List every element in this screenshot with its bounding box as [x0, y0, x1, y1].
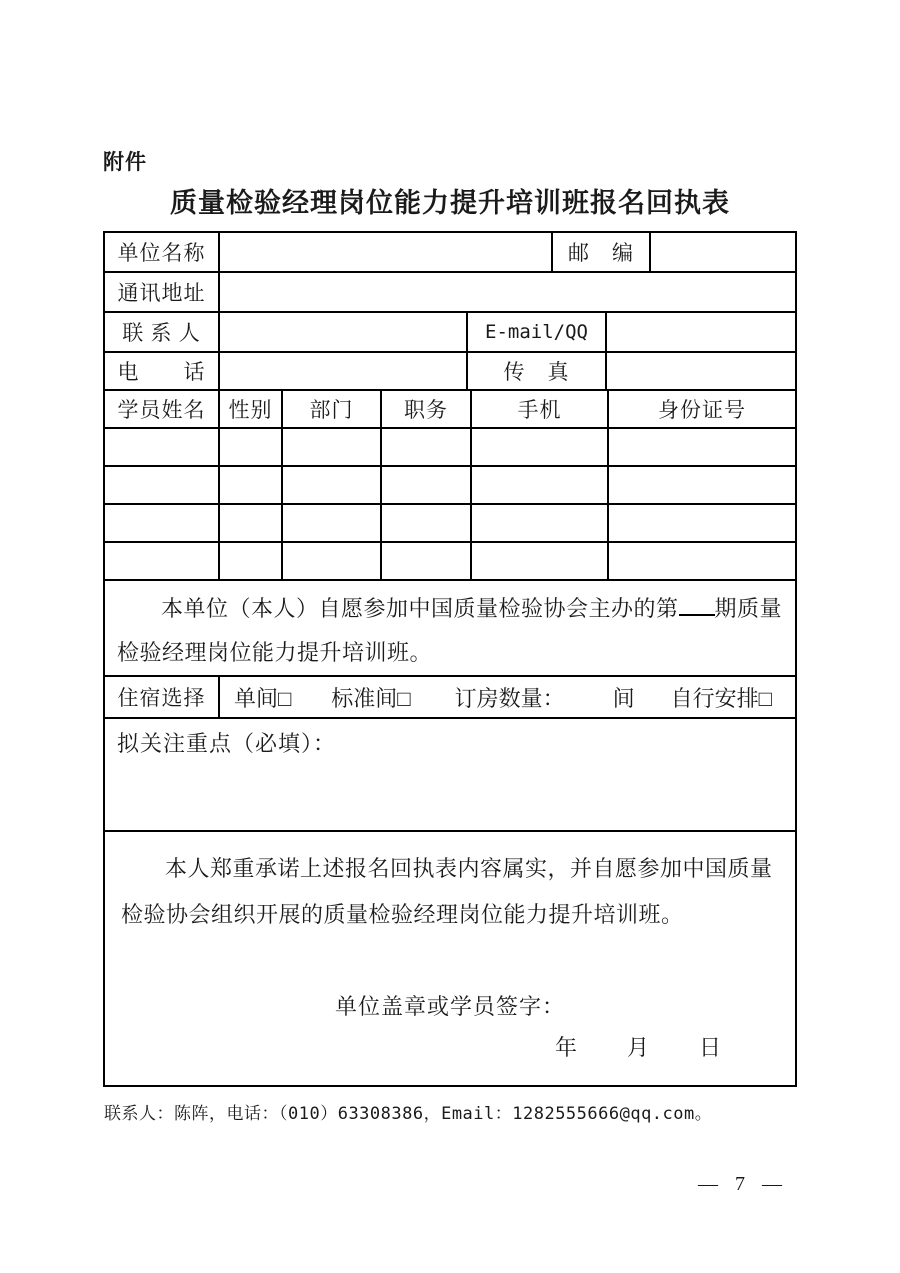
declaration-text: 本人郑重承诺上述报名回执表内容属实，并自愿参加中国质量检验协会组织开展的质量检验经理岗位能力提升培训班。	[121, 856, 773, 927]
address-label: 通讯地址	[105, 273, 220, 311]
table-row-contact	[105, 313, 795, 353]
address-value-cell	[220, 273, 795, 311]
accommodation-row	[105, 677, 795, 719]
student-name-cell	[105, 543, 220, 579]
student-name-cell	[105, 467, 220, 503]
id-number-cell	[609, 467, 795, 503]
contact-person-value-cell	[220, 313, 468, 351]
date-label: 年 月 日	[554, 1035, 723, 1060]
gender-cell	[220, 543, 283, 579]
table-row-unit-name	[105, 233, 795, 273]
participation-statement	[105, 581, 795, 675]
id-number-cell	[609, 429, 795, 465]
option-single-room-checkbox: 单间□	[234, 685, 292, 711]
fax-value-cell	[607, 353, 795, 389]
session-number-blank	[679, 610, 715, 616]
unit-name-label: 单位名称	[105, 233, 220, 271]
gender-cell	[220, 429, 283, 465]
position-header: 职务	[382, 391, 472, 427]
id-number-cell	[609, 543, 795, 579]
student-row	[105, 429, 795, 467]
mobile-cell	[472, 505, 609, 541]
table-row-address	[105, 273, 795, 313]
student-name-cell	[105, 505, 220, 541]
position-cell	[382, 543, 472, 579]
department-cell	[283, 543, 382, 579]
participation-row	[105, 581, 795, 677]
postal-code-value-cell	[651, 233, 795, 271]
room-quantity-label: 订房数量：	[454, 685, 565, 711]
department-cell	[283, 429, 382, 465]
position-cell	[382, 467, 472, 503]
postal-code-label: 邮 编	[553, 233, 651, 271]
accommodation-label: 住宿选择	[105, 677, 220, 717]
student-name-cell	[105, 429, 220, 465]
attachment-label: 附件	[103, 150, 147, 174]
room-quantity-unit-label: 间	[612, 685, 635, 711]
students-header-row	[105, 391, 795, 429]
unit-name-value-cell	[220, 233, 553, 271]
student-row	[105, 505, 795, 543]
contact-person-label: 联 系 人	[105, 313, 220, 351]
participation-text-after: 期质量检验经理岗位能力提升培训班。	[117, 596, 783, 665]
table-row-phone	[105, 353, 795, 391]
phone-value-cell	[220, 353, 468, 389]
option-standard-room-checkbox: 标准间□	[331, 685, 411, 711]
focus-label: 拟关注重点（必填）：	[117, 731, 337, 756]
position-cell	[382, 429, 472, 465]
student-row	[105, 543, 795, 581]
mobile-cell	[472, 543, 609, 579]
registration-form-table	[103, 231, 797, 1087]
department-cell	[283, 505, 382, 541]
footer-contact-line: 联系人：陈阵，电话：（010）63308386，Email：1282555666@qq.com。	[104, 1104, 713, 1124]
id-number-header: 身份证号	[658, 398, 746, 422]
gender-cell	[220, 505, 283, 541]
signature-label: 单位盖章或学员签字：	[334, 994, 565, 1019]
department-header: 部门	[283, 391, 382, 427]
student-name-header: 学员姓名	[105, 391, 220, 427]
mobile-header: 手机	[472, 391, 609, 427]
student-row	[105, 467, 795, 505]
position-cell	[382, 505, 472, 541]
page-number: — 7 —	[698, 1173, 788, 1195]
accommodation-options	[220, 677, 795, 717]
page-title: 质量检验经理岗位能力提升培训班报名回执表	[170, 188, 730, 218]
declaration-cell	[105, 832, 795, 1085]
phone-label: 电 话	[105, 353, 220, 389]
department-cell	[283, 467, 382, 503]
participation-text-before: 本单位（本人）自愿参加中国质量检验协会主办的第	[161, 596, 679, 621]
gender-header: 性别	[220, 391, 283, 427]
email-qq-value-cell	[607, 313, 795, 351]
declaration-row	[105, 832, 795, 1085]
option-self-arrange-checkbox: 自行安排□	[670, 685, 772, 711]
fax-label: 传 真	[468, 353, 607, 389]
id-number-cell	[609, 505, 795, 541]
focus-row	[105, 719, 795, 832]
email-qq-label: E-mail/QQ	[468, 313, 607, 351]
gender-cell	[220, 467, 283, 503]
mobile-cell	[472, 429, 609, 465]
mobile-cell	[472, 467, 609, 503]
